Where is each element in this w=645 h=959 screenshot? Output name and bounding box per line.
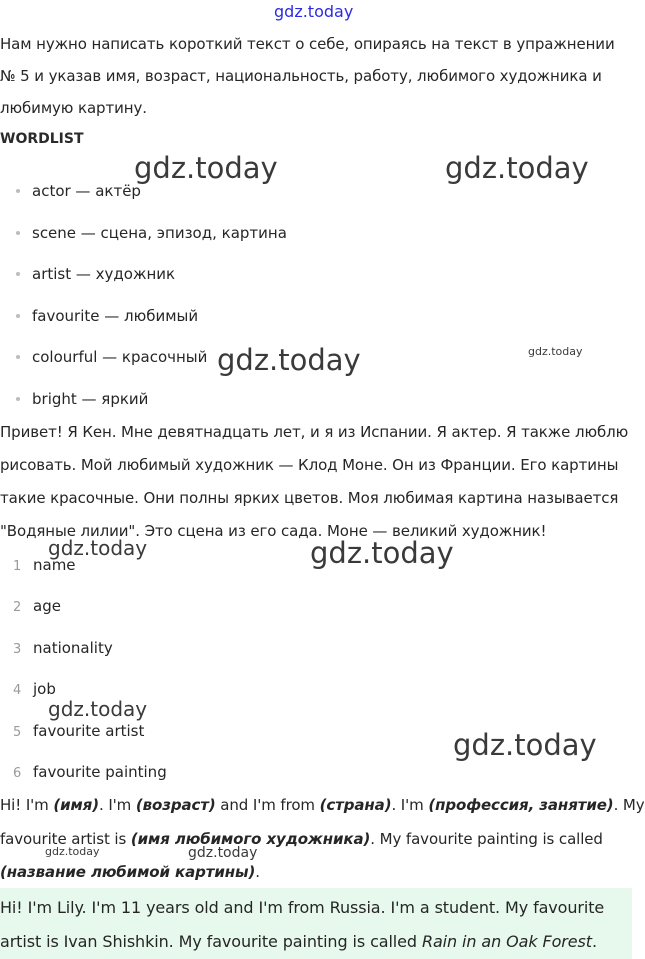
intro-line: Нам нужно написать короткий текст о себе, опираясь на текст в упражнении — [0, 35, 615, 53]
watermark: gdz.today — [274, 2, 354, 21]
watermark: gdz.today — [48, 697, 148, 721]
plan-item: 2 age — [13, 597, 61, 615]
template-line: (название любимой картины). — [0, 863, 260, 881]
watermark: gdz.today — [188, 845, 258, 861]
wordlist-heading: WORDLIST — [0, 131, 84, 147]
bullet-icon — [16, 397, 20, 401]
watermark: gdz.today — [134, 151, 278, 185]
bullet-icon — [16, 189, 20, 193]
wordlist-item: actor — актёр — [16, 182, 141, 200]
plan-item: 1 name — [13, 556, 76, 574]
answer-line: artist is Ivan Shishkin. My favourite painting is called Rain in an Oak Forest. — [0, 932, 597, 951]
intro-line: № 5 и указав имя, возраст, национальность, работу, любимого художника и — [0, 67, 602, 85]
translation-line: Привет! Я Кен. Мне девятнадцать лет, и я из Испании. Я актер. Я также люблю — [0, 423, 629, 441]
watermark: gdz.today — [528, 345, 583, 358]
watermark: gdz.today — [217, 343, 361, 377]
answer-line: Hi! I'm Lily. I'm 11 years old and I'm from Russia. I'm a student. My favourite — [0, 898, 605, 917]
translation-line: такие красочные. Они полны ярких цветов. Моя любимая картина называется — [0, 489, 619, 507]
wordlist-item: scene — сцена, эпизод, картина — [16, 224, 287, 242]
template-line: favourite artist is (имя любимого художника). My favourite painting is called — [0, 830, 603, 848]
plan-item: 4 job — [13, 680, 56, 698]
bullet-icon — [16, 272, 20, 276]
plan-item: 5 favourite artist — [13, 722, 145, 740]
wordlist-item: colourful — красочный — [16, 348, 207, 366]
wordlist-item: favourite — любимый — [16, 307, 198, 325]
watermark: gdz.today — [48, 536, 148, 560]
translation-line: рисовать. Мой любимый художник — Клод Моне. Он из Франции. Его картины — [0, 456, 619, 474]
intro-line: любимую картину. — [0, 99, 147, 117]
template-line: Hi! I'm (имя). I'm (возраст) and I'm from (страна). I'm (профессия, занятие). My — [0, 796, 645, 814]
painting-title: Rain in an Oak Forest — [421, 932, 592, 951]
wordlist-item: bright — яркий — [16, 390, 148, 408]
watermark: gdz.today — [453, 728, 597, 762]
translation-line: "Водяные лилии". Это сцена из его сада. Моне — великий художник! — [0, 522, 547, 540]
plan-item: 3 nationality — [13, 639, 113, 657]
wordlist-item: artist — художник — [16, 265, 175, 283]
bullet-icon — [16, 314, 20, 318]
plan-item: 6 favourite painting — [13, 763, 167, 781]
watermark: gdz.today — [310, 536, 454, 570]
watermark: gdz.today — [45, 845, 100, 858]
bullet-icon — [16, 231, 20, 235]
bullet-icon — [16, 355, 20, 359]
watermark: gdz.today — [445, 151, 589, 185]
